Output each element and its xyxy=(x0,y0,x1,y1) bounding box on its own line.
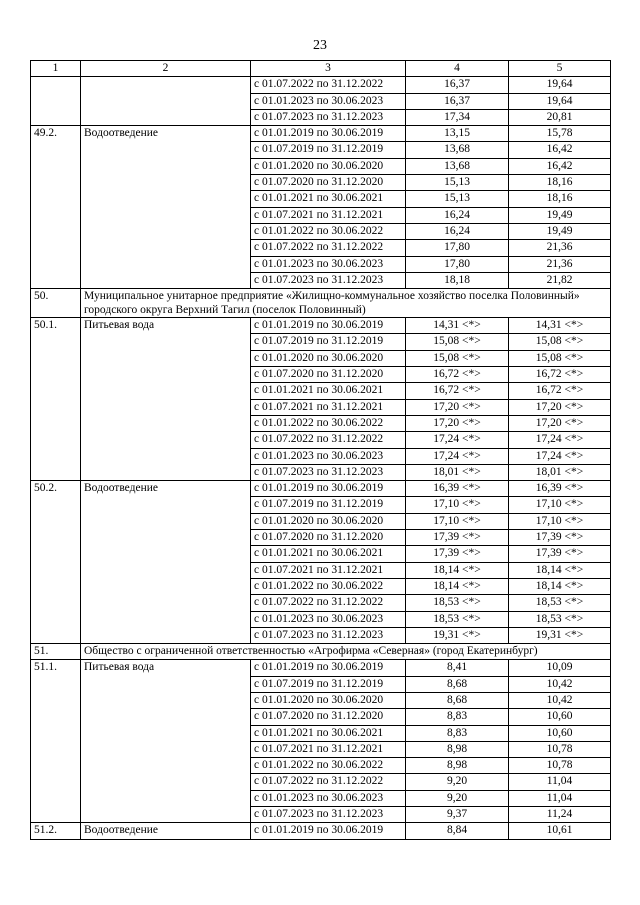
tariff-value-col4: 16,72 <*> xyxy=(406,367,509,383)
tariff-value-col4: 13,15 xyxy=(406,126,509,142)
column-number-row xyxy=(31,61,611,77)
period-cell: с 01.01.2023 по 30.06.2023 xyxy=(251,611,406,627)
tariff-value-col4: 13,68 xyxy=(406,142,509,158)
period-cell: с 01.07.2022 по 31.12.2022 xyxy=(251,774,406,790)
tariff-value-col4: 18,01 <*> xyxy=(406,464,509,480)
tariff-value-col4: 8,98 xyxy=(406,741,509,757)
period-cell: с 01.01.2019 по 30.06.2019 xyxy=(251,126,406,142)
tariff-value-col5: 15,78 xyxy=(509,126,611,142)
tariff-value-col5: 17,20 <*> xyxy=(509,399,611,415)
tariff-value-col5: 17,39 <*> xyxy=(509,530,611,546)
tariff-value-col5: 16,72 <*> xyxy=(509,383,611,399)
tariff-value-col4: 15,08 <*> xyxy=(406,350,509,366)
tariff-value-col4: 8,83 xyxy=(406,709,509,725)
page-number: 23 xyxy=(313,38,327,53)
tariff-value-col5: 17,20 <*> xyxy=(509,415,611,431)
tariff-value-col5: 16,39 <*> xyxy=(509,481,611,497)
tariff-value-col5: 18,53 <*> xyxy=(509,595,611,611)
tariff-value-col4: 17,24 <*> xyxy=(406,432,509,448)
tariff-value-col4: 17,80 xyxy=(406,240,509,256)
tariff-value-col5: 11,24 xyxy=(509,807,611,823)
tariff-value-col5: 19,49 xyxy=(509,207,611,223)
tariff-value-col4: 8,68 xyxy=(406,676,509,692)
tariff-value-col4: 17,24 <*> xyxy=(406,448,509,464)
tariff-row xyxy=(31,823,611,839)
row-number: 49.2. xyxy=(31,126,81,289)
tariff-value-col5: 18,14 <*> xyxy=(509,578,611,594)
tariff-value-col4: 16,24 xyxy=(406,223,509,239)
tariff-value-col5: 11,04 xyxy=(509,774,611,790)
period-cell: с 01.01.2020 по 30.06.2020 xyxy=(251,513,406,529)
column-number-2: 2 xyxy=(81,61,251,77)
service-name: Водоотведение xyxy=(81,481,251,644)
period-cell: с 01.07.2022 по 31.12.2022 xyxy=(251,595,406,611)
organization-row xyxy=(31,644,611,660)
tariff-value-col5: 17,10 <*> xyxy=(509,513,611,529)
period-cell: с 01.07.2022 по 31.12.2022 xyxy=(251,240,406,256)
tariff-value-col5: 16,42 xyxy=(509,142,611,158)
tariff-value-col4: 16,39 <*> xyxy=(406,481,509,497)
period-cell: с 01.01.2021 по 30.06.2021 xyxy=(251,725,406,741)
period-cell: с 01.07.2020 по 31.12.2020 xyxy=(251,367,406,383)
tariff-value-col5: 19,49 xyxy=(509,223,611,239)
period-cell: с 01.07.2023 по 31.12.2023 xyxy=(251,807,406,823)
tariff-value-col4: 17,20 <*> xyxy=(406,399,509,415)
tariff-row xyxy=(31,481,611,497)
period-cell: с 01.07.2019 по 31.12.2019 xyxy=(251,334,406,350)
tariff-value-col4: 17,10 <*> xyxy=(406,497,509,513)
period-cell: с 01.01.2022 по 30.06.2022 xyxy=(251,223,406,239)
tariff-value-col5: 10,60 xyxy=(509,725,611,741)
period-cell: с 01.01.2021 по 30.06.2021 xyxy=(251,191,406,207)
column-number-1: 1 xyxy=(31,61,81,77)
tariff-value-col5: 15,08 <*> xyxy=(509,350,611,366)
tariff-value-col5: 17,24 <*> xyxy=(509,448,611,464)
tariff-value-col4: 9,20 xyxy=(406,774,509,790)
tariff-value-col4: 17,20 <*> xyxy=(406,415,509,431)
row-number: 50. xyxy=(31,289,81,318)
tariff-value-col4: 16,37 xyxy=(406,93,509,109)
tariff-row xyxy=(31,77,611,93)
tariff-row xyxy=(31,318,611,334)
service-name: Питьевая вода xyxy=(81,660,251,823)
tariff-value-col5: 19,64 xyxy=(509,77,611,93)
period-cell: с 01.01.2020 по 30.06.2020 xyxy=(251,692,406,708)
period-cell: с 01.01.2019 по 30.06.2019 xyxy=(251,318,406,334)
tariff-value-col4: 13,68 xyxy=(406,158,509,174)
tariff-value-col5: 17,24 <*> xyxy=(509,432,611,448)
tariff-value-col4: 9,37 xyxy=(406,807,509,823)
tariff-value-col4: 17,10 <*> xyxy=(406,513,509,529)
period-cell: с 01.07.2019 по 31.12.2019 xyxy=(251,676,406,692)
tariff-value-col4: 16,37 xyxy=(406,77,509,93)
period-cell: с 01.07.2020 по 31.12.2020 xyxy=(251,709,406,725)
column-number-4: 4 xyxy=(406,61,509,77)
tariff-value-col5: 18,53 <*> xyxy=(509,611,611,627)
tariff-value-col5: 21,36 xyxy=(509,256,611,272)
service-name xyxy=(81,77,251,126)
tariff-value-col4: 18,18 xyxy=(406,272,509,288)
period-cell: с 01.07.2023 по 31.12.2023 xyxy=(251,109,406,125)
tariff-value-col4: 15,13 xyxy=(406,175,509,191)
tariff-value-col4: 19,31 <*> xyxy=(406,627,509,643)
period-cell: с 01.01.2023 по 30.06.2023 xyxy=(251,93,406,109)
tariff-value-col5: 21,36 xyxy=(509,240,611,256)
tariff-value-col4: 16,24 xyxy=(406,207,509,223)
row-number: 50.2. xyxy=(31,481,81,644)
period-cell: с 01.07.2023 по 31.12.2023 xyxy=(251,272,406,288)
organization-name: Общество с ограниченной ответственностью «Агрофирма «Северная» (город Екатеринбург) xyxy=(81,644,611,660)
tariff-value-col5: 10,78 xyxy=(509,758,611,774)
tariff-value-col5: 18,16 xyxy=(509,175,611,191)
tariff-value-col4: 17,39 <*> xyxy=(406,546,509,562)
tariff-value-col4: 8,83 xyxy=(406,725,509,741)
tariff-value-col5: 18,01 <*> xyxy=(509,464,611,480)
period-cell: с 01.07.2020 по 31.12.2020 xyxy=(251,530,406,546)
tariff-row xyxy=(31,126,611,142)
period-cell: с 01.07.2021 по 31.12.2021 xyxy=(251,741,406,757)
tariff-value-col4: 14,31 <*> xyxy=(406,318,509,334)
tariff-value-col4: 9,20 xyxy=(406,790,509,806)
period-cell: с 01.07.2022 по 31.12.2022 xyxy=(251,77,406,93)
tariff-value-col5: 11,04 xyxy=(509,790,611,806)
tariff-value-col5: 19,64 xyxy=(509,93,611,109)
tariff-value-col5: 10,09 xyxy=(509,660,611,676)
period-cell: с 01.07.2021 по 31.12.2021 xyxy=(251,399,406,415)
row-number xyxy=(31,77,81,126)
period-cell: с 01.01.2020 по 30.06.2020 xyxy=(251,158,406,174)
period-cell: с 01.07.2021 по 31.12.2021 xyxy=(251,207,406,223)
tariff-value-col5: 10,60 xyxy=(509,709,611,725)
tariff-value-col4: 15,13 xyxy=(406,191,509,207)
tariff-value-col4: 17,80 xyxy=(406,256,509,272)
period-cell: с 01.01.2021 по 30.06.2021 xyxy=(251,383,406,399)
tariff-value-col4: 15,08 <*> xyxy=(406,334,509,350)
period-cell: с 01.01.2022 по 30.06.2022 xyxy=(251,758,406,774)
period-cell: с 01.01.2023 по 30.06.2023 xyxy=(251,790,406,806)
tariff-value-col5: 15,08 <*> xyxy=(509,334,611,350)
period-cell: с 01.01.2019 по 30.06.2019 xyxy=(251,660,406,676)
period-cell: с 01.01.2020 по 30.06.2020 xyxy=(251,350,406,366)
tariff-row xyxy=(31,660,611,676)
organization-name: Муниципальное унитарное предприятие «Жилищно-коммунальное хозяйство поселка Половинный» городского округа Верхний Тагил (поселок Половинный) xyxy=(81,289,611,318)
period-cell: с 01.07.2020 по 31.12.2020 xyxy=(251,175,406,191)
tariff-value-col4: 18,53 <*> xyxy=(406,611,509,627)
row-number: 51.2. xyxy=(31,823,81,839)
tariff-table xyxy=(30,60,611,840)
column-number-5: 5 xyxy=(509,61,611,77)
period-cell: с 01.07.2019 по 31.12.2019 xyxy=(251,497,406,513)
tariff-value-col4: 8,98 xyxy=(406,758,509,774)
period-cell: с 01.01.2021 по 30.06.2021 xyxy=(251,546,406,562)
tariff-value-col4: 18,14 <*> xyxy=(406,562,509,578)
period-cell: с 01.01.2023 по 30.06.2023 xyxy=(251,448,406,464)
row-number: 50.1. xyxy=(31,318,81,481)
period-cell: с 01.01.2019 по 30.06.2019 xyxy=(251,823,406,839)
period-cell: с 01.07.2021 по 31.12.2021 xyxy=(251,562,406,578)
tariff-value-col5: 10,78 xyxy=(509,741,611,757)
tariff-value-col4: 17,34 xyxy=(406,109,509,125)
tariff-value-col4: 8,68 xyxy=(406,692,509,708)
period-cell: с 01.01.2023 по 30.06.2023 xyxy=(251,256,406,272)
tariff-value-col4: 17,39 <*> xyxy=(406,530,509,546)
tariff-value-col5: 17,39 <*> xyxy=(509,546,611,562)
column-number-3: 3 xyxy=(251,61,406,77)
period-cell: с 01.01.2022 по 30.06.2022 xyxy=(251,578,406,594)
tariff-value-col5: 14,31 <*> xyxy=(509,318,611,334)
tariff-value-col4: 18,14 <*> xyxy=(406,578,509,594)
service-name: Водоотведение xyxy=(81,126,251,289)
row-number: 51.1. xyxy=(31,660,81,823)
service-name: Питьевая вода xyxy=(81,318,251,481)
tariff-value-col5: 17,10 <*> xyxy=(509,497,611,513)
tariff-value-col5: 18,14 <*> xyxy=(509,562,611,578)
tariff-table-body xyxy=(31,61,611,840)
tariff-value-col5: 10,42 xyxy=(509,676,611,692)
tariff-value-col5: 10,61 xyxy=(509,823,611,839)
tariff-value-col5: 19,31 <*> xyxy=(509,627,611,643)
period-cell: с 01.07.2022 по 31.12.2022 xyxy=(251,432,406,448)
period-cell: с 01.01.2019 по 30.06.2019 xyxy=(251,481,406,497)
tariff-value-col5: 20,81 xyxy=(509,109,611,125)
tariff-value-col5: 16,72 <*> xyxy=(509,367,611,383)
tariff-value-col5: 21,82 xyxy=(509,272,611,288)
service-name: Водоотведение xyxy=(81,823,251,839)
tariff-value-col5: 18,16 xyxy=(509,191,611,207)
tariff-value-col4: 8,84 xyxy=(406,823,509,839)
tariff-value-col4: 16,72 <*> xyxy=(406,383,509,399)
period-cell: с 01.07.2019 по 31.12.2019 xyxy=(251,142,406,158)
tariff-value-col5: 16,42 xyxy=(509,158,611,174)
tariff-value-col4: 18,53 <*> xyxy=(406,595,509,611)
tariff-value-col5: 10,42 xyxy=(509,692,611,708)
period-cell: с 01.07.2023 по 31.12.2023 xyxy=(251,627,406,643)
organization-row xyxy=(31,289,611,318)
row-number: 51. xyxy=(31,644,81,660)
period-cell: с 01.01.2022 по 30.06.2022 xyxy=(251,415,406,431)
tariff-value-col4: 8,41 xyxy=(406,660,509,676)
period-cell: с 01.07.2023 по 31.12.2023 xyxy=(251,464,406,480)
